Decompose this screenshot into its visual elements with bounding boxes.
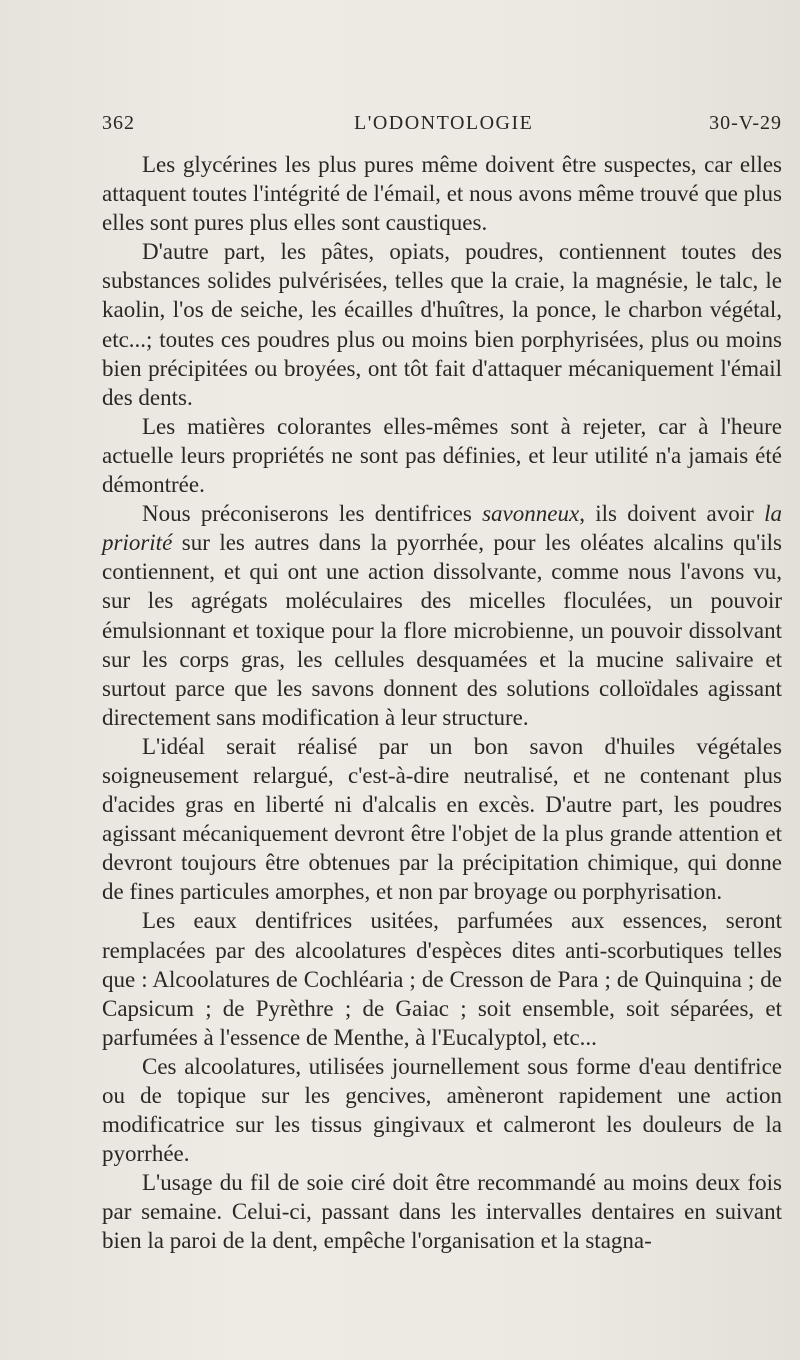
paragraph: L'idéal serait réalisé par un bon savon d'huiles végétales soigneusement relargué, c'est-à-dire neutralisé, et ne contenant plus d'acides gras en liberté ni d'alcalis en excès. D'autre part, les poudres agissant mécaniquement devront être l'objet de la plus grande attention et devront toujours être obtenues par la précipitation chimique, qui donne de fines particules amorphes, et non par broyage ou porphyrisation.	[102, 733, 782, 905]
paragraph-text: , ils doivent avoir	[579, 501, 765, 527]
page-number: 362	[102, 112, 135, 134]
emphasis-text: la priorité	[102, 501, 782, 556]
issue-date: 30-V-29	[709, 112, 782, 134]
journal-title: L'ODONTOLOGIE	[354, 112, 534, 134]
paragraph: Ces alcoolatures, utilisées journellement sous forme d'eau dentifrice ou de topique sur les gencives, amèneront rapidement une action modificatrice sur les tissus gingivaux et calmeront les douleurs de la pyorrhée.	[102, 1053, 782, 1167]
paragraph: Les eaux dentifrices usitées, parfumées aux essences, seront remplacées par des alcoolatures d'espèces dites anti-scorbutiques telles que : Alcoolatures de Cochléaria ; de Cresson de Para ; de Quinquina ; de Capsicum ; de Pyrèthre ; de Gaiac ; soit ensemble, soit séparées, et parfumées à l'essence de Menthe, à l'Eucalyptol, etc...	[102, 908, 782, 1050]
paragraph: Les glycérines les plus pures même doivent être suspectes, car elles attaquent toutes l'intégrité de l'émail, et nous avons même trouvé que plus elles sont pures plus elles sont caustiques.	[102, 152, 782, 236]
paragraph-text: sur les autres dans la pyorrhée, pour les oléates alcalins qu'ils contiennent, et qui ont une action dissolvante, comme nous l'avons vu, sur les agrégats moléculaires des micelles floculées, un pouvoir émulsionnant et toxique pour la flore microbienne, un pouvoir dissolvant sur les corps gras, les cellules desquamées et la mucine salivaire et surtout parce que les savons donnent des solutions colloïdales agissant directement sans modification à leur structure.	[102, 530, 782, 730]
running-header	[102, 112, 782, 140]
emphasis-text: savonneux	[482, 501, 580, 527]
paragraph: D'autre part, les pâtes, opiats, poudres, contiennent toutes des substances solides pulvérisées, telles que la craie, la magnésie, le talc, le kaolin, l'os de seiche, les écailles d'huîtres, la ponce, le charbon végétal, etc...; toutes ces poudres plus ou moins bien porphyrisées, plus ou moins bien précipitées ou broyées, ont tôt fait d'attaquer mécaniquement l'émail des dents.	[102, 239, 782, 410]
paragraph	[102, 499, 782, 732]
paragraph: Les matières colorantes elles-mêmes sont à rejeter, car à l'heure actuelle leurs propriétés ne sont pas définies, et leur utilité n'a jamais été démontrée.	[102, 413, 782, 498]
paragraph-text: Nous préconiserons les dentifrices	[142, 501, 483, 527]
article-body	[102, 150, 782, 1256]
paragraph: L'usage du fil de soie ciré doit être recommandé au moins deux fois par semaine. Celui-ci, passant dans les intervalles dentaires en suivant bien la paroi de la dent, empêche l'organisation et la stagna-	[102, 1170, 782, 1254]
